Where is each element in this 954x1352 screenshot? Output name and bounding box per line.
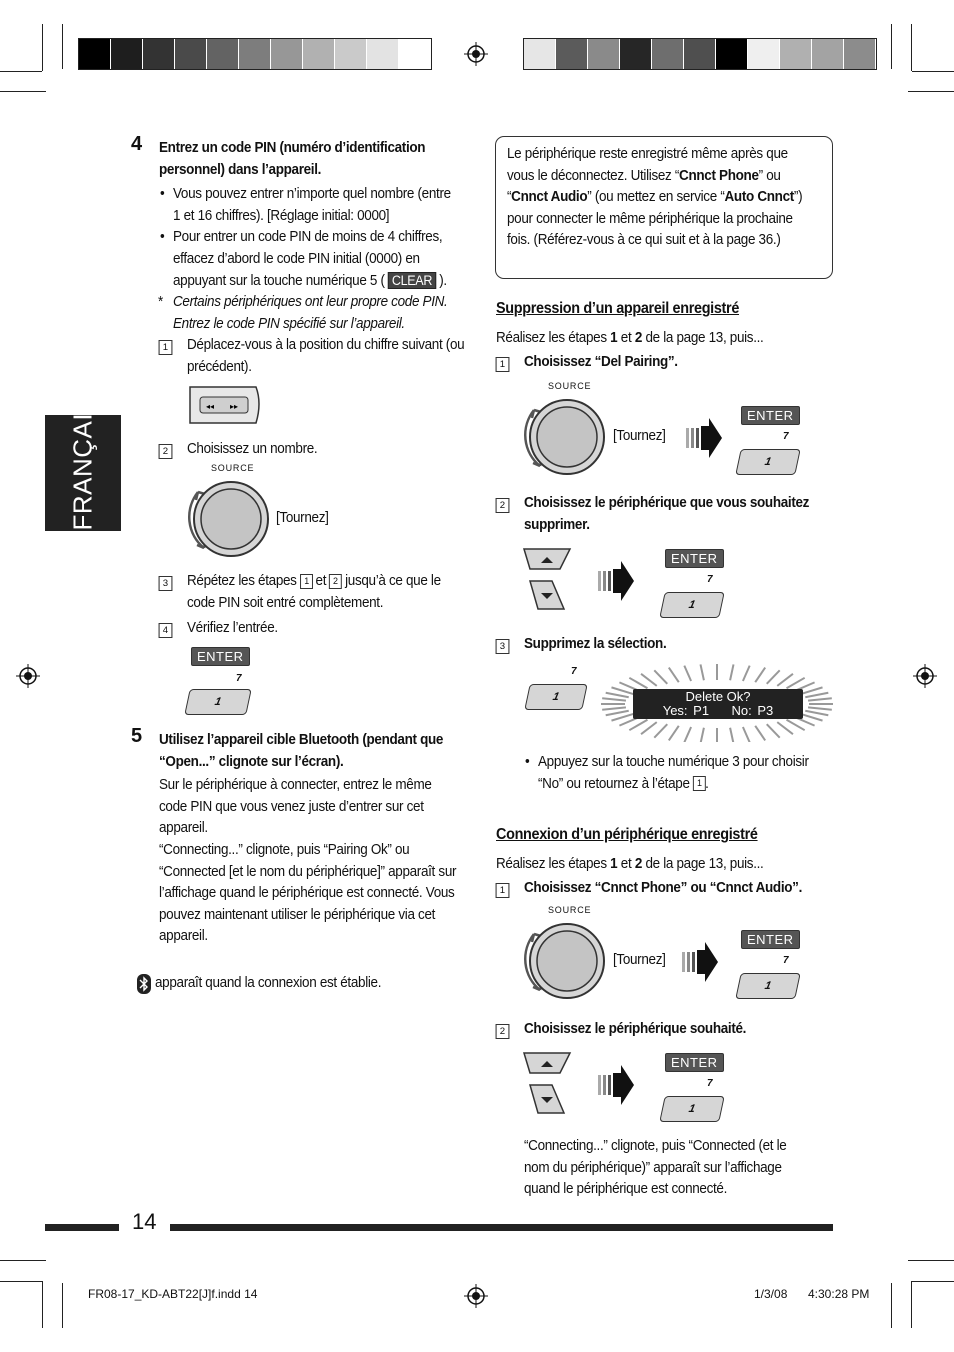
flash-ray: [767, 670, 780, 683]
intro-et: et: [620, 856, 632, 872]
info-text: [507, 144, 805, 252]
color-calibration-bar-right: [523, 38, 877, 70]
footer-time: 4:30:28 PM: [808, 1287, 870, 1301]
flash-ray: [669, 726, 679, 741]
substep4-text: Vérifiez l’entrée.: [187, 620, 278, 636]
intro-text: Réalisez les étapes: [496, 330, 607, 346]
flash-ray: [684, 666, 691, 681]
substep-number: 3: [159, 576, 173, 591]
color-swatch: [143, 39, 175, 69]
color-swatch: [303, 39, 335, 69]
crop-mark: [42, 24, 43, 71]
source-label: SOURCE: [548, 381, 592, 391]
registration-mark-icon: [464, 42, 488, 66]
flash-ray: [654, 724, 667, 737]
step-ref: 1: [693, 776, 706, 791]
step4-title: Entrez un code PIN (numéro d’identification personnel) dans l’appareil.: [159, 140, 426, 178]
color-swatch: [812, 39, 844, 69]
number-key-1[interactable]: 1: [184, 689, 252, 715]
step4-bullet2: [173, 227, 461, 293]
step4-bullet2-text: Pour entrer un code PIN de moins de 4 chiffres, effacez d’abord le code PIN initial (0000) en appuyant sur la touche numérique 5 (: [173, 229, 443, 289]
intro-step: 2: [634, 856, 643, 872]
arrow-right-icon: [598, 561, 634, 601]
display-no: No: P3: [731, 703, 774, 718]
svg-text:◂◂: ◂◂: [206, 402, 215, 411]
substep-number: 4: [159, 623, 173, 638]
flash-ray: [654, 670, 667, 683]
clear-key: CLEAR: [388, 272, 436, 289]
turn-label: [Tournez]: [613, 952, 666, 968]
substep-box: [496, 638, 509, 656]
crop-mark: [62, 1283, 63, 1328]
delete-bullet-end: .: [705, 775, 709, 792]
substep-box: [496, 1023, 509, 1041]
flash-ray: [641, 722, 657, 734]
flash-ray: [755, 668, 765, 683]
number-key-1[interactable]: 1: [524, 684, 588, 710]
info-text-3: ” (ou mettez en service “: [587, 189, 725, 205]
info-key-auto-cnnct: Auto Cnnct: [724, 189, 794, 205]
flash-ray: [755, 726, 765, 741]
number-key-1[interactable]: 1: [735, 973, 801, 999]
display-line1: Delete Ok?: [685, 689, 751, 704]
substep-number: 1: [159, 340, 173, 355]
color-swatch: [335, 39, 367, 69]
flash-ray: [700, 728, 703, 742]
step4-bullet1: Vous pouvez entrer n’importe quel nombre (entre 1 et 16 chiffres). [Réglage initial: 0000]: [173, 186, 451, 224]
source-knob-icon[interactable]: [184, 478, 274, 560]
crop-mark: [42, 1281, 43, 1328]
crop-mark: [891, 1283, 892, 1328]
flash-ray: [602, 707, 626, 709]
substep3-et: et: [315, 573, 327, 589]
substep2-text: Choisissez un nombre.: [187, 441, 318, 457]
bullet: •: [160, 229, 165, 245]
step4-bullet2-end: ).: [439, 273, 447, 289]
color-swatch: [652, 39, 684, 69]
flash-ray: [606, 693, 629, 698]
source-label: SOURCE: [548, 905, 592, 915]
color-swatch: [844, 39, 876, 69]
footer-rule-right: [170, 1224, 833, 1231]
connect-substep1: Choisissez “Cnnct Phone” ou “Cnnct Audio”.: [524, 880, 803, 896]
delete-substep3: Supprimez la sélection.: [524, 636, 667, 652]
flash-ray: [611, 714, 633, 721]
intro-text-b: de la page 13, puis...: [645, 856, 764, 872]
page-number: 14: [132, 1209, 157, 1234]
intro-step: 1: [610, 330, 618, 346]
flash-ray: [700, 664, 703, 680]
seek-buttons-icon[interactable]: [186, 383, 266, 427]
language-tab-label: FRANÇAIS: [67, 395, 98, 531]
color-swatch: [684, 39, 716, 69]
intro-step: 1: [610, 856, 618, 872]
crop-mark: [0, 1260, 46, 1261]
color-swatch: [111, 39, 143, 69]
flash-ray: [611, 687, 633, 694]
intro-text-b: de la page 13, puis...: [645, 330, 764, 346]
flash-ray: [808, 707, 832, 709]
footer-date: 1/3/08: [754, 1287, 788, 1301]
number-key-1[interactable]: 1: [735, 449, 801, 475]
flash-ray: [669, 668, 679, 683]
bluetooth-note: apparaît quand la connexion est établie.: [155, 975, 382, 991]
enter-label: ENTER: [741, 406, 800, 425]
up-down-buttons-icon[interactable]: [522, 545, 574, 613]
source-label: SOURCE: [211, 463, 255, 473]
flash-ray: [805, 693, 828, 698]
key-top-label: 7: [783, 955, 789, 966]
flash-ray: [641, 674, 657, 686]
substep-number: 3: [496, 639, 510, 654]
substep-number: 1: [496, 357, 510, 372]
bullet: •: [525, 754, 530, 770]
color-swatch: [239, 39, 271, 69]
substep-number: 1: [496, 883, 510, 898]
key-top-label: 7: [571, 666, 577, 677]
info-text-4: ”) pour connecter le même périphérique la prochaine fois. (Référez-vous à ce qui suit et à la page 36.): [507, 189, 803, 248]
delete-substep2: Choisissez le périphérique que vous souhaitez supprimer.: [524, 495, 810, 533]
crop-mark: [912, 1281, 954, 1282]
delete-section-heading: Suppression d’un appareil enregistré: [496, 300, 740, 317]
arrow-right-icon: [598, 1065, 634, 1105]
color-swatch: [399, 39, 431, 69]
color-swatch: [524, 39, 556, 69]
color-swatch: [556, 39, 588, 69]
connect-substep2: Choisissez le périphérique souhaité.: [524, 1021, 747, 1037]
step-number: 5: [131, 725, 143, 747]
color-swatch: [367, 39, 399, 69]
step5-p1: Sur le périphérique à connecter, entrez le même code PIN que vous venez juste d’entrer sur cet appareil.: [159, 777, 432, 836]
display-line2: [633, 704, 803, 718]
arrow-right-icon: [686, 418, 722, 458]
step5-title: Utilisez l’appareil cible Bluetooth (pendant que “Open...” clignote sur l’écran).: [159, 732, 444, 770]
enter-label: ENTER: [665, 1053, 724, 1072]
arrow-right-icon: [682, 942, 718, 982]
info-key-cnnct-audio: Cnnct Audio: [511, 189, 588, 205]
registration-mark-icon: [913, 664, 937, 688]
substep-number: 2: [496, 498, 510, 513]
bluetooth-icon: [137, 974, 151, 994]
source-knob-icon[interactable]: [520, 396, 610, 478]
flash-ray: [743, 666, 750, 681]
color-swatch: [620, 39, 652, 69]
crop-mark: [0, 1281, 42, 1282]
number-key-1[interactable]: 1: [659, 1096, 725, 1122]
color-swatch: [780, 39, 812, 69]
crop-mark: [911, 1281, 912, 1328]
crop-mark: [891, 24, 892, 69]
substep-box: [159, 575, 172, 593]
substep-box: [159, 339, 172, 357]
key-top-label: 7: [707, 1078, 713, 1089]
flash-ray: [801, 687, 823, 694]
substep3-text-b: jusqu’à ce que le code PIN soit entré complètement.: [187, 573, 441, 611]
crop-mark: [908, 1260, 954, 1261]
svg-text:▸▸: ▸▸: [230, 402, 239, 411]
flash-ray: [801, 714, 823, 721]
color-calibration-bar-left: [78, 38, 432, 70]
step-ref: 1: [300, 574, 313, 589]
up-down-buttons-icon[interactable]: [522, 1049, 574, 1117]
substep3-text: [187, 571, 457, 614]
key-top-label: 7: [783, 431, 789, 442]
info-key-cnnct-phone: Cnnct Phone: [679, 167, 759, 184]
source-knob-icon[interactable]: [520, 920, 610, 1002]
intro-text: Réalisez les étapes: [496, 856, 607, 872]
turn-label: [Tournez]: [613, 428, 666, 444]
enter-label: ENTER: [741, 930, 800, 949]
delete-intro: [496, 328, 763, 350]
flash-ray: [767, 724, 780, 737]
crop-mark: [62, 24, 63, 69]
flash-ray: [602, 698, 626, 700]
lcd-display: [633, 689, 803, 719]
color-swatch: [588, 39, 620, 69]
number-key-1[interactable]: 1: [659, 592, 725, 618]
flash-ray: [684, 727, 691, 742]
substep-number: 2: [496, 1024, 510, 1039]
crop-mark: [0, 71, 42, 72]
crop-mark: [912, 71, 954, 72]
crop-mark: [911, 24, 912, 71]
substep-box: [496, 356, 509, 374]
enter-label: ENTER: [191, 647, 250, 666]
crop-mark: [0, 91, 46, 92]
registration-mark-icon: [464, 1284, 488, 1308]
intro-step: 2: [634, 330, 643, 346]
connect-intro: [496, 854, 763, 876]
substep-box: [159, 622, 172, 640]
turn-label: [Tournez]: [276, 510, 329, 526]
bullet: •: [160, 186, 165, 202]
language-tab: [45, 395, 121, 531]
intro-et: et: [620, 330, 632, 346]
flash-ray: [777, 722, 793, 734]
flash-ray: [805, 711, 828, 716]
note-mark: *: [158, 294, 163, 310]
color-swatch: [748, 39, 780, 69]
info-text-1: Le périphérique reste enregistré même après que vous le déconnectez. Utilisez “: [507, 146, 788, 184]
key-top-label: 7: [236, 673, 242, 684]
display-yes: Yes: P1: [662, 703, 710, 718]
delete-bullet: [538, 752, 817, 795]
color-swatch: [79, 39, 111, 69]
flash-ray: [808, 698, 832, 700]
step-ref: 2: [329, 574, 342, 589]
color-swatch: [207, 39, 239, 69]
footer-rule-left: [45, 1224, 119, 1231]
substep-box: [496, 882, 509, 900]
connect-section-heading: Connexion d’un périphérique enregistré: [496, 826, 758, 843]
flash-ray: [777, 674, 793, 686]
color-swatch: [716, 39, 748, 69]
substep-box: [496, 497, 509, 515]
registration-mark-icon: [16, 664, 40, 688]
enter-label: ENTER: [665, 549, 724, 568]
flash-ray: [730, 664, 733, 680]
delete-substep1: Choisissez “Del Pairing”.: [524, 354, 678, 370]
delete-bullet-text: Appuyez sur la touche numérique 3 pour choisir “No” ou retournez à l’étape: [538, 754, 809, 792]
footer-filename: FR08-17_KD-ABT22[J]f.indd 14: [88, 1287, 258, 1301]
info-text-2: ” ou “: [507, 167, 781, 205]
color-swatch: [271, 39, 303, 69]
substep3-text-a: Répétez les étapes: [187, 573, 297, 589]
flash-ray: [743, 727, 750, 742]
substep1-text: Déplacez-vous à la position du chiffre suivant (ou précédent).: [187, 337, 465, 375]
step5-p2: “Connecting...” clignote, puis “Pairing Ok” ou “Connected [et le nom du périphérique]” apparaît sur l’affichage quand le périphérique est connecté. Vous pouvez maintenant utiliser le périphérique via cet appareil.: [159, 842, 457, 944]
flash-ray: [730, 728, 733, 742]
color-swatch: [175, 39, 207, 69]
step-number: 4: [131, 133, 143, 155]
step4-note: Certains périphériques ont leur propre code PIN. Entrez le code PIN spécifié sur l’appareil.: [173, 294, 448, 332]
substep-number: 2: [159, 444, 173, 459]
substep-box: [159, 443, 172, 461]
connect-final-text: “Connecting...” clignote, puis “Connected (et le nom du périphérique)” apparaît sur l’affichage quand le périphérique est connecté.: [524, 1138, 787, 1197]
key-top-label: 7: [707, 574, 713, 585]
flash-ray: [606, 711, 629, 716]
crop-mark: [908, 91, 954, 92]
